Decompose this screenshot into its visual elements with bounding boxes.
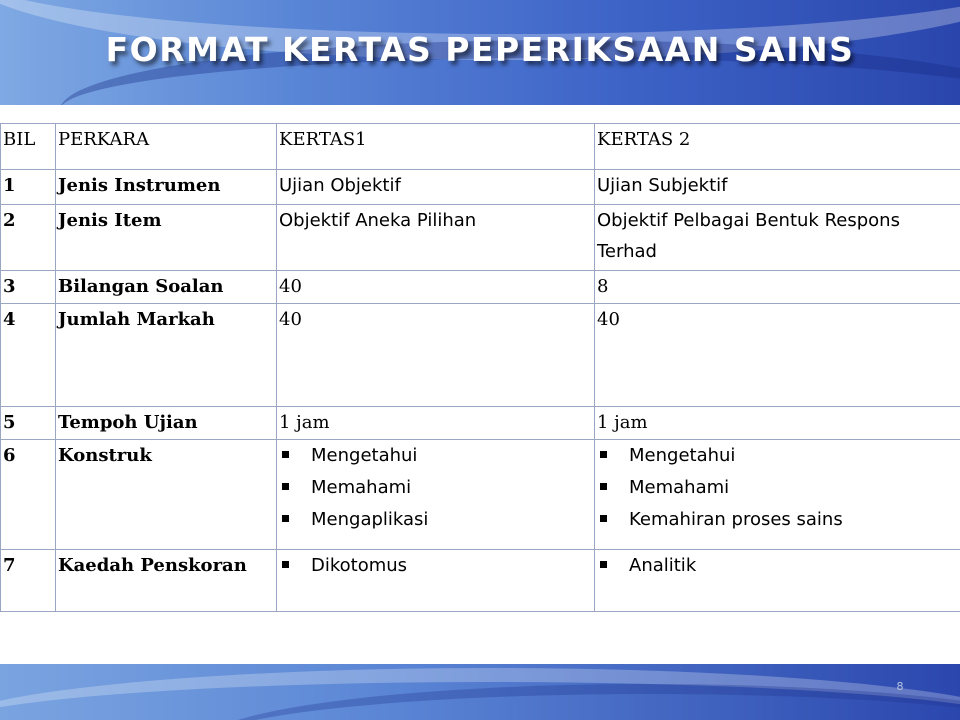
row-kertas1 <box>277 440 595 550</box>
table-row <box>1 205 960 271</box>
table-row <box>1 407 960 440</box>
header-perkara: PERKARA <box>56 124 277 170</box>
row-kertas1: Ujian Objektif <box>277 170 595 205</box>
row-number: 7 <box>1 550 56 612</box>
row-kertas1: 40 <box>277 304 595 407</box>
row-kertas2 <box>595 440 960 550</box>
list-item: Kemahiran proses sains <box>597 504 958 536</box>
row-item: Jenis Item <box>56 205 277 271</box>
table-row <box>1 304 960 407</box>
list-item: Mengetahui <box>279 440 592 472</box>
row-kertas2: 8 <box>595 271 960 304</box>
bullet-list <box>279 550 592 582</box>
footer-banner <box>0 664 960 720</box>
row-number: 6 <box>1 440 56 550</box>
row-number: 5 <box>1 407 56 440</box>
row-kertas2: 1 jam <box>595 407 960 440</box>
row-kertas2: Ujian Subjektif <box>595 170 960 205</box>
row-number: 3 <box>1 271 56 304</box>
bullet-list <box>279 440 592 536</box>
row-kertas2: Objektif Pelbagai Bentuk Respons Terhad <box>595 205 960 271</box>
header-kertas1: KERTAS1 <box>277 124 595 170</box>
row-kertas1 <box>277 550 595 612</box>
list-item: Analitik <box>597 550 958 582</box>
row-number: 4 <box>1 304 56 407</box>
bullet-list <box>597 550 958 582</box>
table-header-row <box>1 124 960 170</box>
table-row <box>1 170 960 205</box>
list-item: Memahami <box>279 472 592 504</box>
row-kertas1: 40 <box>277 271 595 304</box>
page-number: 8 <box>896 680 904 693</box>
table-row <box>1 550 960 612</box>
list-item: Mengaplikasi <box>279 504 592 536</box>
row-number: 2 <box>1 205 56 271</box>
row-kertas1: 1 jam <box>277 407 595 440</box>
list-item: Dikotomus <box>279 550 592 582</box>
row-item: Jenis Instrumen <box>56 170 277 205</box>
exam-format-table <box>0 123 960 612</box>
row-kertas2 <box>595 550 960 612</box>
row-kertas2: 40 <box>595 304 960 407</box>
header-kertas2: KERTAS 2 <box>595 124 960 170</box>
list-item: Memahami <box>597 472 958 504</box>
table-row <box>1 440 960 550</box>
slide-title: FORMAT KERTAS PEPERIKSAAN SAINS <box>105 30 855 69</box>
row-number: 1 <box>1 170 56 205</box>
table-row <box>1 271 960 304</box>
list-item: Mengetahui <box>597 440 958 472</box>
row-item: Bilangan Soalan <box>56 271 277 304</box>
row-item: Kaedah Penskoran <box>56 550 277 612</box>
row-item: Tempoh Ujian <box>56 407 277 440</box>
header-bil: BIL <box>1 124 56 170</box>
row-item: Konstruk <box>56 440 277 550</box>
bullet-list <box>597 440 958 536</box>
row-item: Jumlah Markah <box>56 304 277 407</box>
row-kertas1: Objektif Aneka Pilihan <box>277 205 595 271</box>
